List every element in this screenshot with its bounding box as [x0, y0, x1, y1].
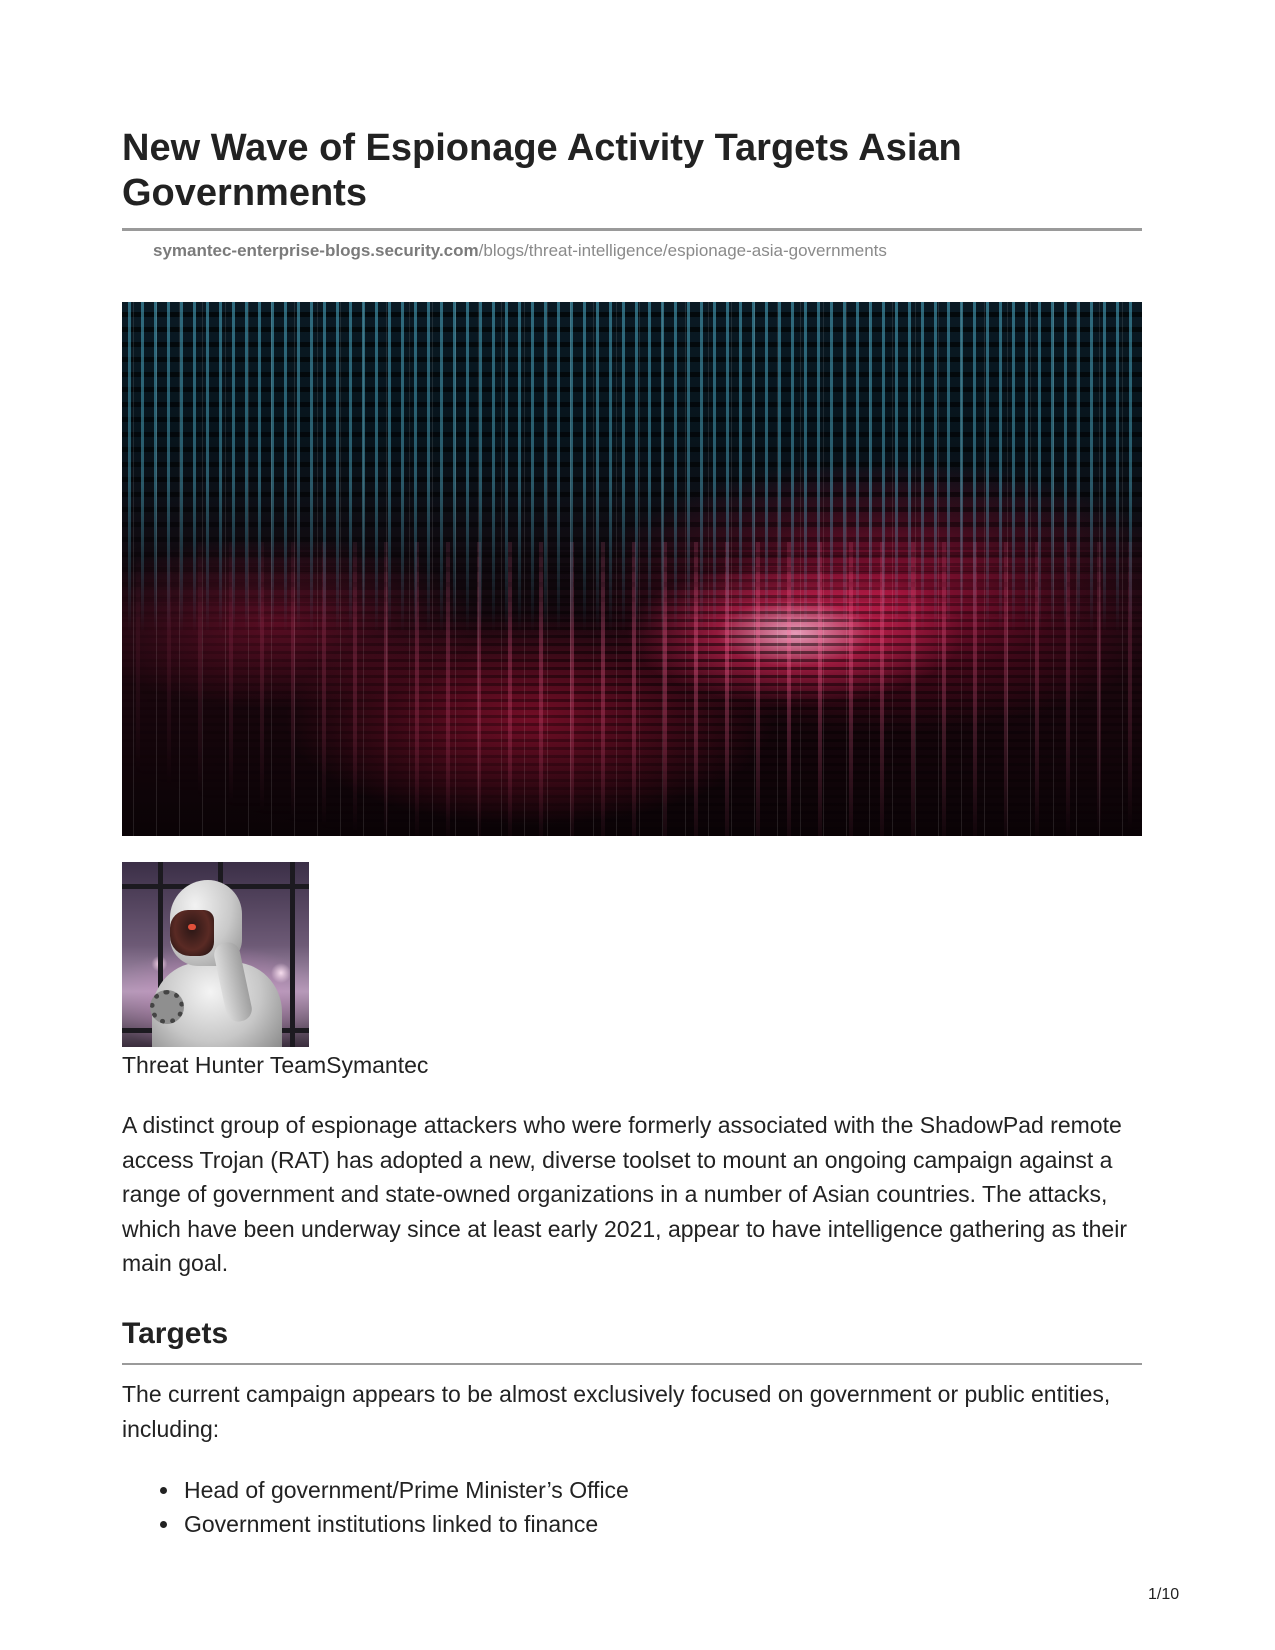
bullet-icon [160, 1521, 167, 1528]
window-frame [290, 862, 295, 1047]
list-item [160, 1507, 629, 1541]
list-item [160, 1473, 629, 1507]
robot-gear-icon [150, 990, 184, 1024]
bullet-icon [160, 1487, 167, 1494]
source-path[interactable]: /blogs/threat-intelligence/espionage-asia-governments [478, 241, 887, 260]
targets-heading: Targets [122, 1317, 229, 1350]
author-avatar [122, 862, 309, 1047]
author-name: Threat Hunter TeamSymantec [122, 1052, 429, 1078]
hero-light-streaks [122, 302, 1142, 836]
targets-paragraph: The current campaign appears to be almost exclusively focused on government or public entities, including: [122, 1381, 1111, 1442]
robot-face [170, 910, 214, 956]
hero-image [122, 302, 1142, 836]
source-url[interactable] [153, 241, 887, 261]
intro-paragraph: A distinct group of espionage attackers who were formerly associated with the ShadowPad remote access Trojan (RAT) has adopted a new, diverse toolset to mount an ongoing campaign against a range of government and state-owned organizations in a number of Asian countries. The attacks, which have been underway since at least early 2021, appear to have intelligence gathering as their main goal. [122, 1112, 1127, 1276]
page-number: 1/10 [1148, 1586, 1180, 1603]
targets-list [160, 1473, 629, 1541]
article-title: New Wave of Espionage Activity Targets Asian Governments [122, 127, 962, 214]
robot-eye [188, 924, 196, 930]
source-domain[interactable]: symantec-enterprise-blogs.security.com [153, 241, 479, 260]
title-divider [122, 228, 1142, 231]
list-item-text: Head of government/Prime Minister’s Office [184, 1477, 629, 1503]
list-item-text: Government institutions linked to finance [184, 1511, 599, 1537]
targets-divider [122, 1363, 1142, 1365]
